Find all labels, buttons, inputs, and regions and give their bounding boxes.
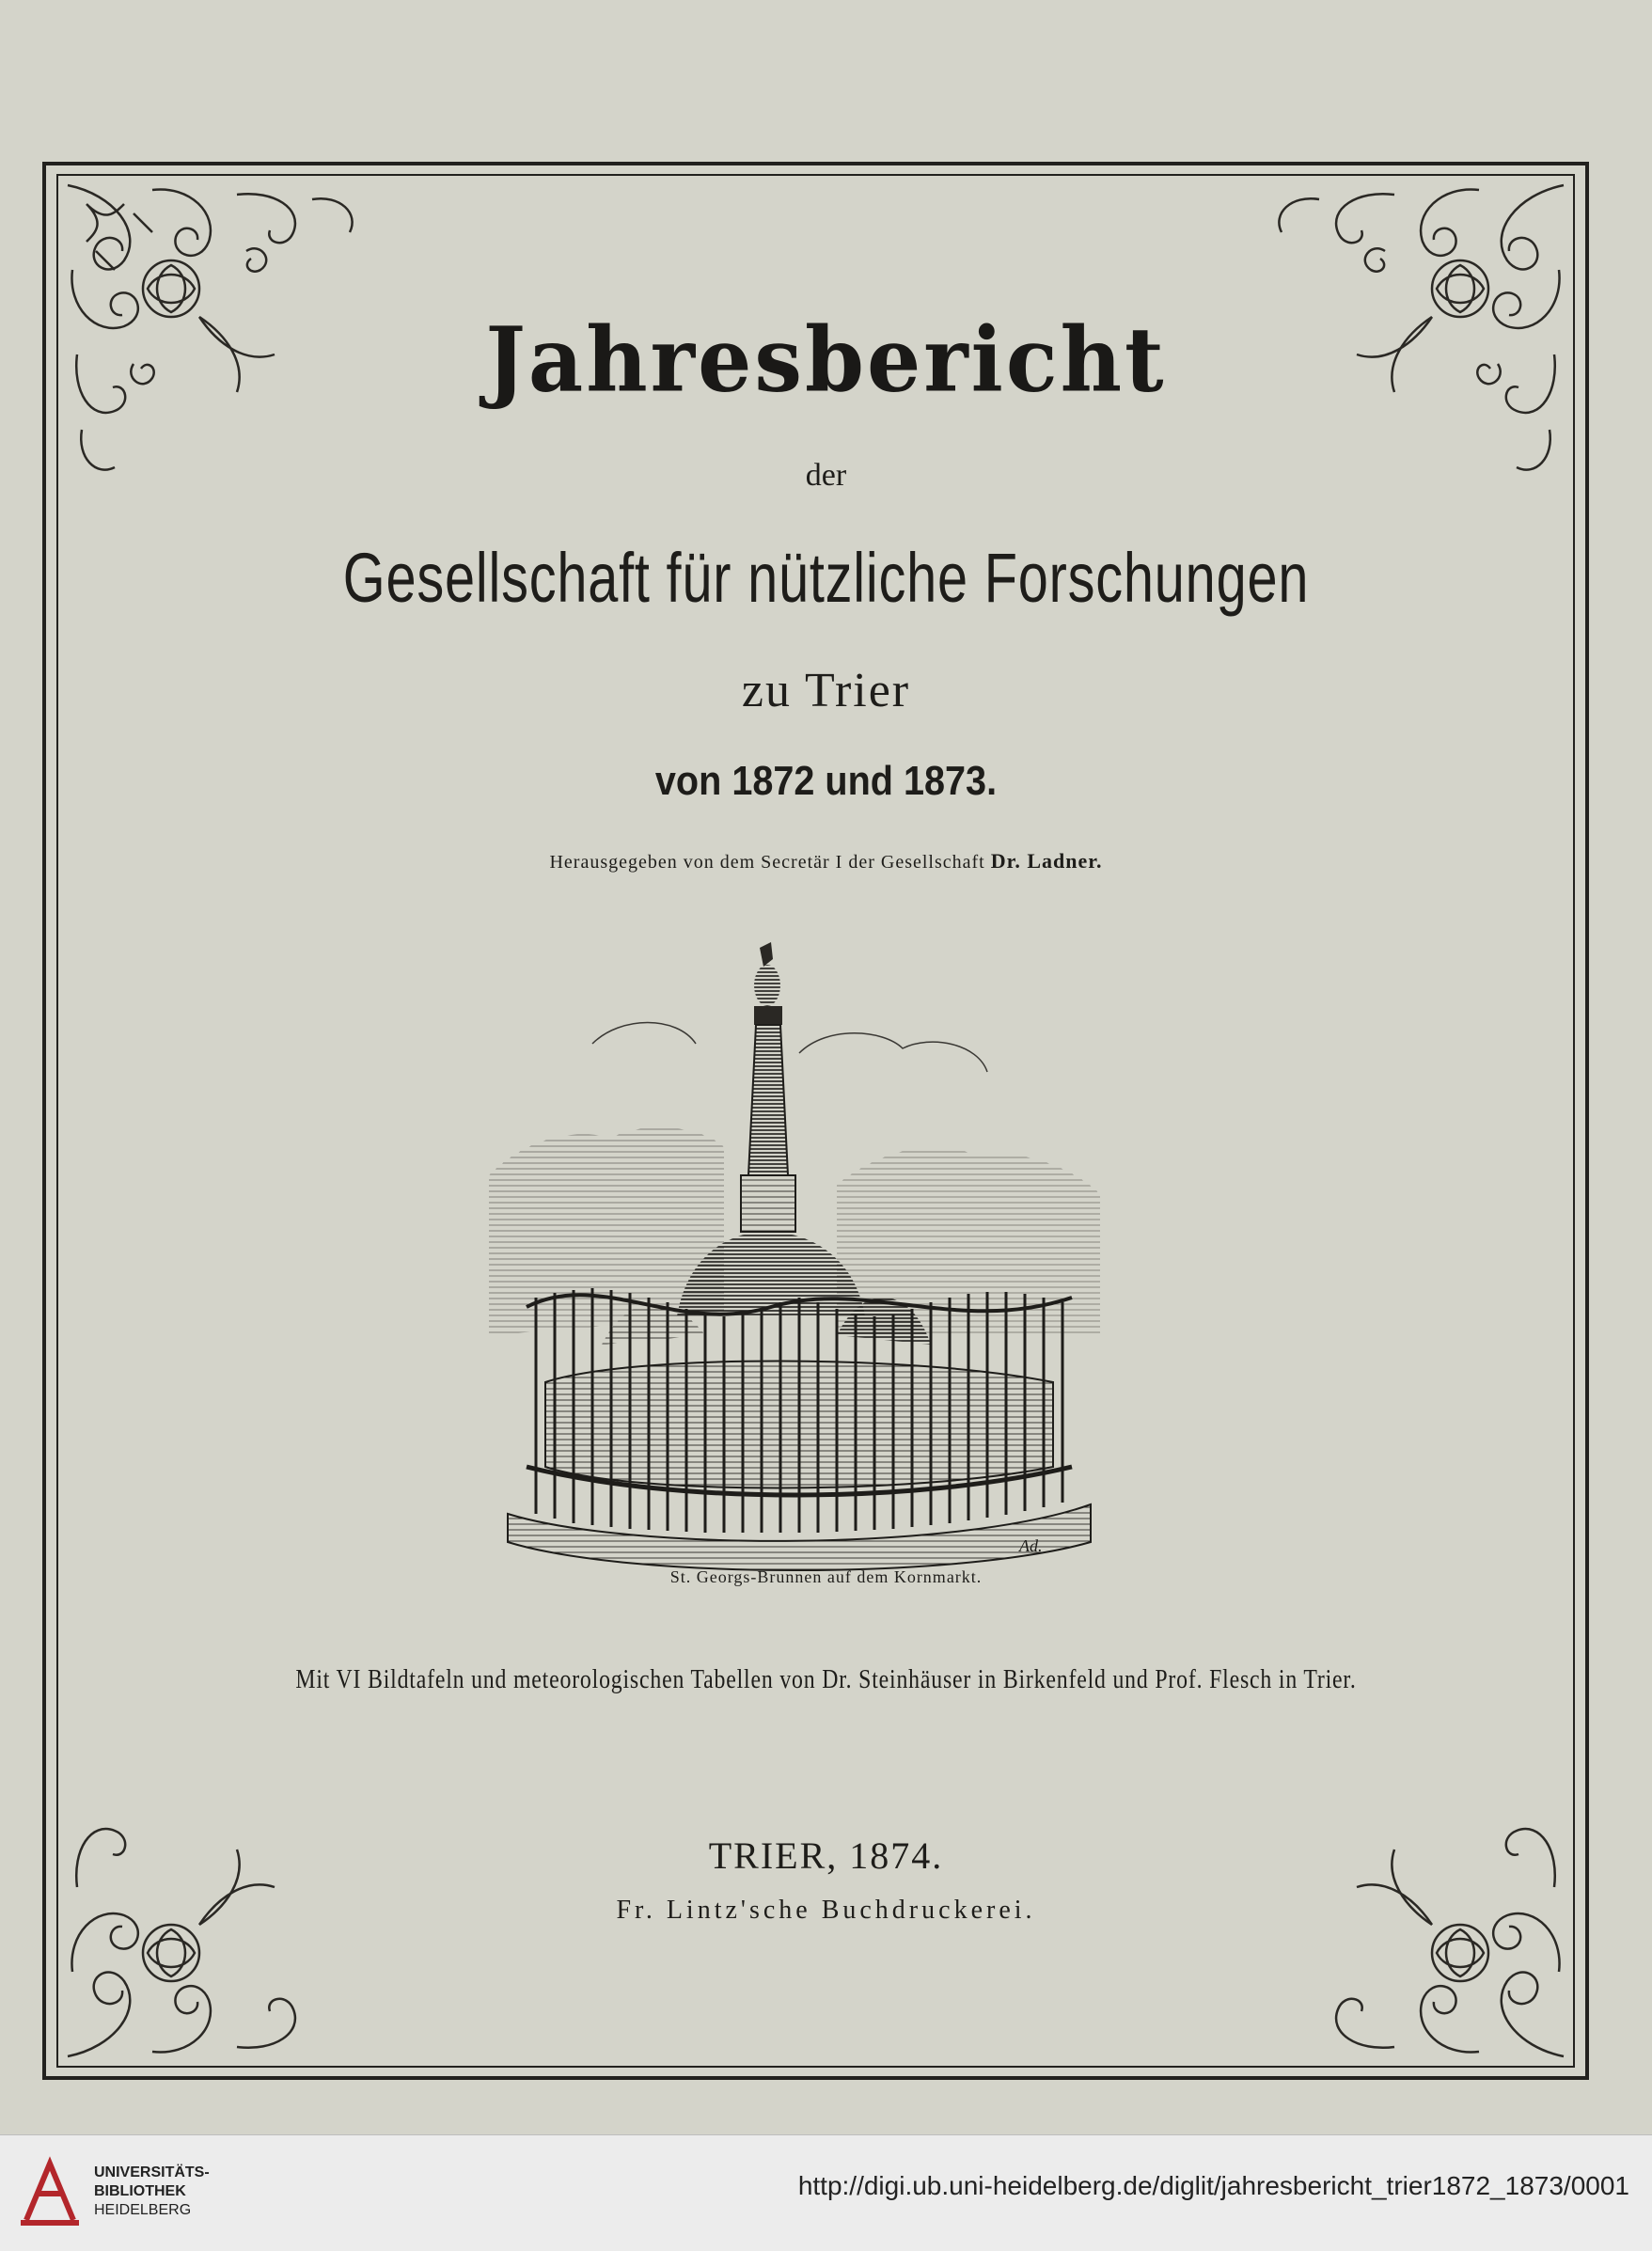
plates-note: Mit VI Bildtafeln und meteorologischen Tabellen von Dr. Steinhäuser in Birkenfeld und Prof. Flesch in Trier. xyxy=(295,1664,1357,1694)
title-der: der xyxy=(805,458,847,493)
permalink-url[interactable]: http://digi.ub.uni-heidelberg.de/diglit/jahresbericht_trier1872_1873/0001 xyxy=(797,2171,1629,2200)
imprint-place-date: TRIER, 1874. xyxy=(708,1834,944,1877)
society-name: Gesellschaft für nützliche Forschungen xyxy=(342,539,1310,617)
engraving-signature: Ad. xyxy=(1019,1536,1043,1555)
library-name-line3: HEIDELBERG xyxy=(94,2202,192,2218)
fountain-engraving xyxy=(489,940,1100,1580)
place-line: zu Trier xyxy=(741,664,911,717)
editor-name: Dr. Ladner. xyxy=(990,849,1103,873)
years-line: von 1872 und 1873. xyxy=(654,758,998,804)
library-logo-icon xyxy=(17,2154,83,2229)
library-footer xyxy=(0,2134,1652,2251)
imprint-printer: Fr. Lintz'sche Buchdruckerei. xyxy=(616,1896,1036,1925)
page-title: Jahresbericht xyxy=(485,307,1167,413)
library-name-line2: BIBLIOTHEK xyxy=(94,2183,186,2199)
editor-prefix: Herausgegeben von dem Secretär I der Gesellschaft xyxy=(549,852,985,873)
editor-line xyxy=(0,849,1652,874)
library-name xyxy=(94,2164,210,2220)
library-name-line1: UNIVERSITÄTS- xyxy=(94,2164,210,2180)
engraving-caption: St. Georgs-Brunnen auf dem Kornmarkt. xyxy=(669,1567,983,1586)
